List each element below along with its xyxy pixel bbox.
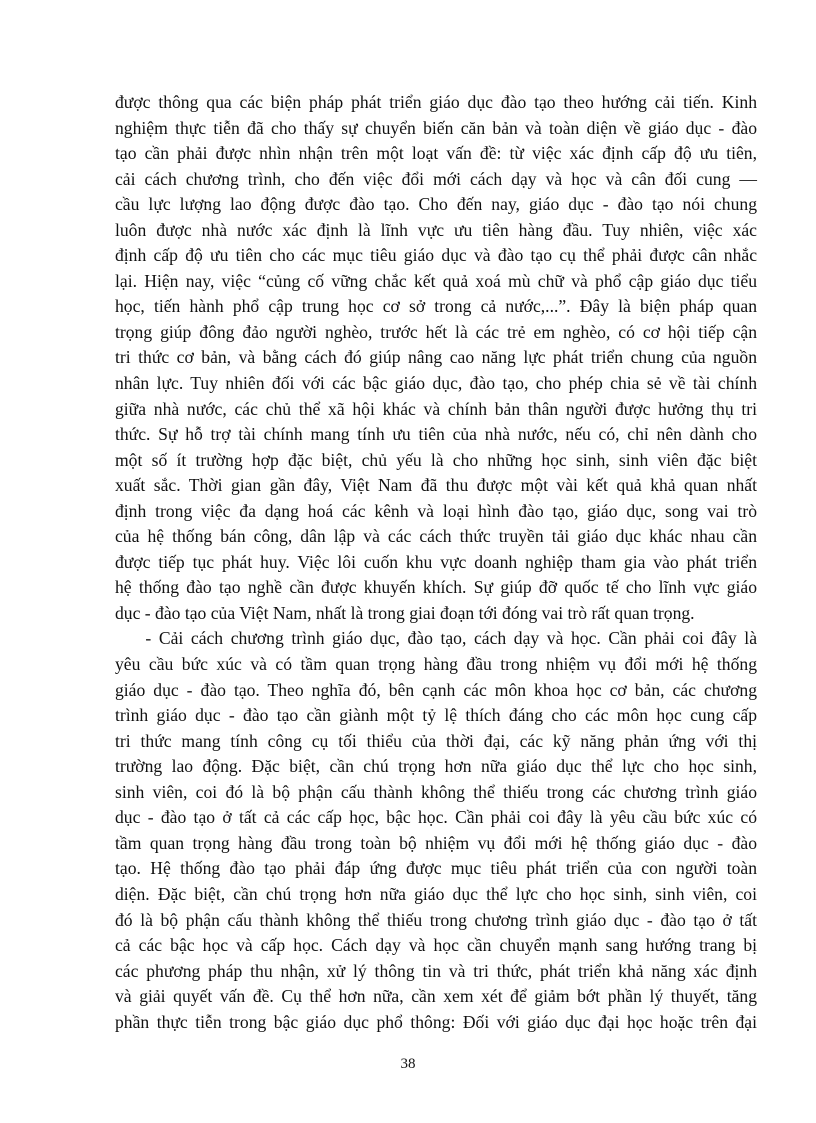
text-line: các phương pháp thu nhận, xử lý thông tin và tri thức, phát triển khả năng xác định bbox=[115, 960, 757, 981]
text-line: luôn được nhà nước xác định là lĩnh vực ưu tiên hàng đầu. Tuy nhiên, việc xác bbox=[115, 219, 757, 240]
text-line: - Cải cách chương trình giáo dục, đào tạo, cách dạy và học. Cần phải coi đây là bbox=[115, 628, 757, 649]
text-line: diện. Đặc biệt, cần chú trọng hơn nữa giáo dục thể lực cho học sinh, sinh viên, coi bbox=[115, 883, 757, 904]
text-line: sinh viên, coi đó là bộ phận cấu thành không thể thiếu trong các chương trình giáo bbox=[115, 781, 757, 802]
text-line: được tiếp tục phát huy. Việc lôi cuốn khu vực doanh nghiệp tham gia vào phát triển bbox=[115, 551, 757, 572]
text-line: lại. Hiện nay, việc “củng cố vững chắc kết quả xoá mù chữ và phổ cập giáo dục tiểu bbox=[115, 270, 757, 291]
paragraph-1 bbox=[115, 90, 757, 626]
text-line: tri thức mang tính công cụ tối thiểu của thời đại, các kỹ năng phản ứng với thị bbox=[115, 730, 757, 751]
text-line: xuất sắc. Thời gian gần đây, Việt Nam đã thu được một vài kết quả khả quan nhất bbox=[115, 475, 757, 496]
text-line: trọng giúp đông đảo người nghèo, trước hết là các trẻ em nghèo, có cơ hội tiếp cận bbox=[115, 321, 757, 342]
page-number: 38 bbox=[400, 1056, 416, 1072]
text-line: định trong việc đa dạng hoá các kênh và loại hình đào tạo, giáo dục, song vai trò bbox=[115, 500, 757, 521]
text-line: được thông qua các biện pháp phát triển giáo dục đào tạo theo hướng cải tiến. Kinh bbox=[115, 92, 757, 112]
text-line: giữa nhà nước, các chủ thể xã hội khác và chính bản thân người được hưởng thụ tri bbox=[115, 398, 757, 419]
text-line: của hệ thống bán công, dân lập và các cách thức truyền tải giáo dục khác nhau cần bbox=[115, 526, 757, 547]
text-line: nhân lực. Tuy nhiên đối với các bậc giáo dục, đào tạo, cho phép chia sẻ về tài chính bbox=[115, 373, 757, 394]
text-line: tạo. Hệ thống đào tạo phải đáp ứng được mục tiêu phát triển của con người toàn bbox=[115, 858, 757, 879]
text-line: giáo dục - đào tạo. Theo nghĩa đó, bên cạnh các môn khoa học cơ bản, các chương bbox=[115, 679, 757, 700]
text-line: phần thực tiễn trong bậc giáo dục phổ thông: Đối với giáo dục đại học hoặc trên đại bbox=[115, 1011, 757, 1032]
text-line: trình giáo dục - đào tạo cần giành một tỷ lệ thích đáng cho các môn học cung cấp bbox=[115, 705, 757, 726]
text-line: cải cách chương trình, cho đến việc đổi mới cách dạy và học và cân đối cung — bbox=[115, 168, 757, 189]
text-line: định cấp độ ưu tiên cho các mục tiêu giáo dục và đào tạo cụ thể phải được cân nhắc bbox=[115, 245, 757, 266]
text-line: trường lao động. Đặc biệt, cần chú trọng hơn nữa giáo dục thể lực cho học sinh, bbox=[115, 756, 757, 777]
text-line: học, tiến hành phổ cập trung học cơ sở trong cả nước,...”. Đây là biện pháp quan bbox=[115, 296, 757, 317]
text-line: dục - đào tạo ở tất cả các cấp học, bậc học. Cần phải coi đây là yêu cầu bức xúc có bbox=[115, 807, 757, 828]
text-line: dục - đào tạo của Việt Nam, nhất là trong giai đoạn tới đóng vai trò rất quan trọng. bbox=[115, 602, 695, 623]
text-line: nghiệm thực tiễn đã cho thấy sự chuyển biến căn bản và toàn diện về giáo dục - đào bbox=[115, 117, 757, 138]
text-line: và giải quyết vấn đề. Cụ thể hơn nữa, cần xem xét để giảm bớt phần lý thuyết, tăng bbox=[115, 986, 757, 1007]
text-line: tri thức cơ bản, và bằng cách đó giúp nâng cao năng lực phát triển chung của nguồn bbox=[115, 347, 757, 368]
document-body bbox=[115, 90, 757, 1035]
text-line: thức. Sự hỗ trợ tài chính mang tính ưu tiên của nhà nước, nếu có, chỉ nên dành cho bbox=[115, 424, 757, 445]
text-line: cầu lực lượng lao động được đào tạo. Cho đến nay, giáo dục - đào tạo nói chung bbox=[115, 194, 757, 215]
text-line: đó là bộ phận cấu thành không thể thiếu trong chương trình giáo dục - đào tạo ở tất bbox=[115, 909, 757, 930]
text-line: cả các bậc học và cấp học. Cách dạy và học cần chuyển mạnh sang hướng trang bị bbox=[115, 935, 757, 956]
text-line: tầm quan trọng hàng đầu trong toàn bộ nhiệm vụ đổi mới hệ thống giáo dục - đào bbox=[115, 832, 757, 853]
paragraph-2 bbox=[115, 626, 757, 1035]
text-line: một số ít trường hợp đặc biệt, chủ yếu là cho những học sinh, sinh viên đặc biệt bbox=[115, 449, 757, 470]
text-line: yêu cầu bức xúc và có tầm quan trọng hàng đầu trong nhiệm vụ đổi mới hệ thống bbox=[115, 654, 757, 675]
text-line: tạo cần phải được nhìn nhận trên một loạt vấn đề: từ việc xác định cấp độ ưu tiên, bbox=[115, 143, 757, 164]
text-line: hệ thống đào tạo nghề cần được khuyến khích. Sự giúp đỡ quốc tế cho lĩnh vực giáo bbox=[115, 577, 757, 598]
